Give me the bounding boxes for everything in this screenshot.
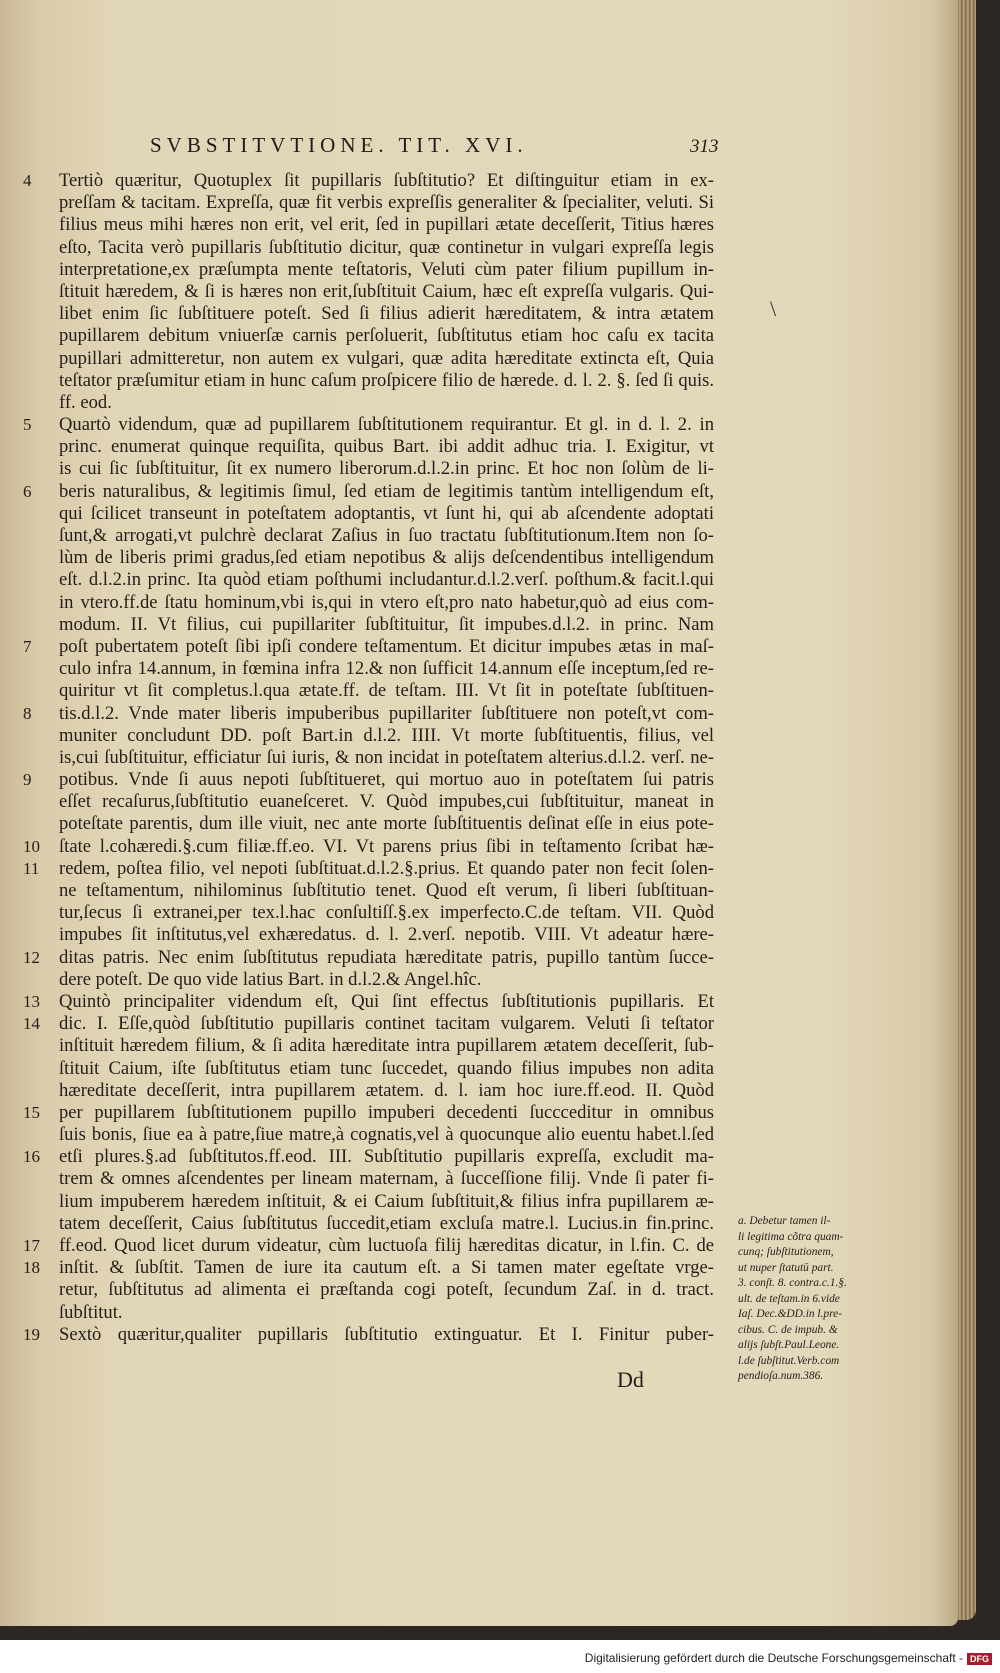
text-line <box>23 1146 727 1168</box>
line-text: eſto, Tacita verò pupillaris ſubſtitutio dicitur, quæ continetur in vulgari expreſſa legis <box>59 236 714 258</box>
line-text: pupillari admitteretur, non autem ex vulgari, quæ adita hæreditate extincta eſt, Quia <box>59 347 714 369</box>
text-line <box>37 547 727 569</box>
text-line <box>37 658 727 680</box>
marginal-note <box>738 1214 886 1385</box>
line-text: tur,ſecus ſi extranei,per tex.l.hac conſultiſſ.§.ex imperfecto.C.de teſtam. VII. Quòd <box>59 902 714 924</box>
text-line <box>37 813 727 835</box>
text-line <box>23 702 727 725</box>
marginal-note-line: a. Debetur tamen il- <box>738 1215 831 1227</box>
line-text: is,cui ſubſtituitur, efficiatur ſui iuris, & non incidat in poteſtatem alterius.d.l.2. verſ. ne- <box>59 746 714 768</box>
text-line <box>37 1279 727 1301</box>
line-text: teſtator præſumitur etiam in hunc caſum proſpicere filio de hærede. d. l. 2. §. ſed ſi quis. <box>59 369 714 391</box>
paragraph-number: 16 <box>23 1147 40 1167</box>
text-line <box>37 1168 727 1190</box>
line-text: qui ſcilicet transeunt in poteſtatem adoptantis, vt ſunt hi, qui ab aſcendente adoptati <box>59 502 714 524</box>
text-line <box>37 1124 727 1146</box>
text-line <box>37 503 727 525</box>
paragraph-number: 5 <box>23 415 32 435</box>
line-text: ſtate l.cohæredi.§.cum filiæ.ff.eo. VI. Vt parens prius ſibi in teſtamento ſcribat hæ- <box>59 835 714 857</box>
line-text: Quartò videndum, quæ ad pupillarem ſubſtitutionem requirantur. Et gl. in d. l. 2. in <box>59 414 714 436</box>
line-text: poteſtate parentis, dum ille viuit, nec ante morte ſubſtituentis deſinat eſſe in eius pote- <box>59 813 714 835</box>
line-text: per pupillarem ſubſtitutionem pupillo impuberi decedenti ſuccceditur in omnibus <box>59 1101 714 1123</box>
text-line <box>37 192 727 214</box>
text-line <box>23 1257 727 1279</box>
line-text: ditas patris. Nec enim ſubſtitutus repudiata hæreditate patris, pupillo tantùm ſucce- <box>59 946 714 968</box>
text-line <box>37 1080 727 1102</box>
text-line <box>37 525 727 547</box>
line-text: filius meus mihi hæres non erit, vel erit, ſed in pupillari ætate deceſſerit, Titius hæres <box>59 214 714 236</box>
text-line <box>23 1323 727 1346</box>
line-text: ſuis bonis, ſiue ea à patre,ſiue matre,à cognatis,vel à quocunque alio euentu habet.l.ſed <box>59 1124 714 1146</box>
line-text: dic. I. Eſſe,quòd ſubſtitutio pupillaris continet tacitam vulgarem. Veluti ſi teſtator <box>59 1013 714 1035</box>
footer-credit <box>585 1651 992 1665</box>
line-text: poſt pubertatem poteſt ſibi ipſi condere teſtamentum. Et dicitur impubes ætas in maſ- <box>59 635 714 657</box>
paragraph-number: 15 <box>23 1102 40 1122</box>
text-line <box>37 569 727 591</box>
text-line <box>37 259 727 281</box>
text-line <box>37 237 727 259</box>
line-text: Sextò quæritur,qualiter pupillaris ſubſtitutio extinguatur. Et I. Finitur puber- <box>59 1323 714 1345</box>
line-text: libet enim ſic ſubſtituere poteſt. Sed ſi filius adierit hæreditatem, & intra ætatem <box>59 303 714 325</box>
text-line <box>23 1013 727 1035</box>
text-line <box>37 1191 727 1213</box>
line-text: lium impuberem hæredem inſtituit, & ei Caium ſubſtituit,& filius infra pupillarem æ- <box>59 1190 714 1212</box>
line-text: pupillarem debitum vniuerſæ carnis perſoluerit, ſubſtitutus etiam hoc caſu ex tacita <box>59 325 714 347</box>
line-text: modum. II. Vt filius, cui pupillariter ſubſtituitur, ſit impubes.d.l.2. in princ. Nam <box>59 613 714 635</box>
line-text: potibus. Vnde ſi auus nepoti ſubſtitueret, qui mortuo auo in poteſtatem ſui patris <box>59 769 714 791</box>
marginal-note-line: Iaſ. Dec.&DD.in l.pre- <box>738 1308 842 1320</box>
text-line <box>23 946 727 969</box>
text-line <box>23 835 727 858</box>
margin-mark: \ <box>770 296 777 321</box>
marginal-note-line: cibus. C. de impub. & <box>738 1323 838 1336</box>
text-line <box>37 1035 727 1057</box>
text-line <box>37 902 727 924</box>
line-text: ff.eod. Quod licet durum videatur, cùm luctuoſa filij hæreditas dicatur, in l.fin. C. de <box>59 1235 714 1256</box>
text-line <box>37 303 727 325</box>
text-line <box>37 214 727 236</box>
line-text: trem & omnes aſcendentes per lineam maternam, à ſucceſſione filij. Vnde ſi pater fi- <box>59 1168 714 1190</box>
line-text: ſunt,& arrogati,vt pulchrè declarat Zaſius in ſuo tractatu ſubſtitutionum.Item non ſo- <box>59 525 714 546</box>
paragraph-number: 4 <box>23 171 32 190</box>
text-line <box>23 635 727 658</box>
line-text: inſtituit hæredem filium, & ſi adita hæreditate intra pupillarem ætatem deceſſerit, ſub- <box>59 1035 714 1057</box>
text-line <box>37 592 727 614</box>
text-line <box>37 680 727 702</box>
text-line <box>23 170 727 192</box>
line-text: in vtero.ff.de ſtatu hominum,vbi is,qui in vtero eſt,pro nato habetur,quò ad eius com- <box>59 591 714 613</box>
catchword: Dd <box>617 1367 644 1392</box>
marginal-note-line: 3. conſt. 8. contra.c.1.§. <box>738 1277 847 1289</box>
text-line <box>37 370 727 392</box>
line-text: culo infra 14.annum, in fœmina infra 12.& non ſufficit 14.annum eſſe inceptum,ſed re- <box>59 658 714 680</box>
line-text: inſtit. & ſubſtit. Tamen de iure ita cautum eſt. a Si tamen mater egeſtate vrge- <box>59 1257 714 1279</box>
line-text: ſubſtitut. <box>59 1301 123 1323</box>
line-text: ſtituit Caium, iſte ſubſtitutus etiam tunc ſuccedet, quando filius impubes non adita <box>59 1057 714 1079</box>
text-line <box>37 392 727 414</box>
paragraph-number: 10 <box>23 836 40 856</box>
line-text: retur, ſubſtitutus ad alimenta ei præſtanda cogi poteſt, ſecundum Zaſ. in d. tract. <box>59 1279 714 1301</box>
line-text: Tertiò quæritur, Quotuplex ſit pupillaris ſubſtitutio? Et diſtinguitur etiam in ex- <box>59 170 714 191</box>
line-text: interpretatione,ex præſumpta mente teſtatoris, Veluti cùm pater filium pupillum in- <box>59 258 714 280</box>
line-text: tis.d.l.2. Vnde mater liberis impuberibus pupillariter ſubſtituere non poteſt,vt com- <box>59 702 714 724</box>
page-number: 313 <box>690 136 719 157</box>
text-line <box>23 1235 727 1257</box>
text-line <box>23 414 727 436</box>
line-text: hæreditate deceſſerit, intra pupillarem ætatem. d. l. iam hoc iure.ff.eod. II. Quòd <box>59 1079 714 1101</box>
body-text <box>23 170 727 1346</box>
paragraph-number: 18 <box>23 1258 40 1278</box>
text-line <box>23 857 727 880</box>
marginal-note-line: l.de ſubſtitut.Verb.com <box>738 1354 840 1367</box>
text-line <box>37 458 727 480</box>
line-text: dere poteſt. De quo vide latius Bart. in d.l.2.& Angel.hîc. <box>59 968 482 990</box>
line-text: princ. enumerat quinque requiſita, quibus Bart. ibi addit adhuc tria. I. Exigitur, vt <box>59 436 714 458</box>
text-line <box>37 924 727 946</box>
text-line <box>37 281 727 303</box>
line-text: preſſam & tacitam. Expreſſa, quæ fit verbis expreſſis generaliter & ſpecialiter, veluti. Si <box>59 192 714 214</box>
running-head: SVBSTITVTIONE. TIT. XVI. <box>150 133 528 157</box>
paragraph-number: 11 <box>23 858 40 878</box>
text-line <box>23 769 727 791</box>
line-text: impubes ſit inſtitutus,vel exhæredatus. d. l. 2.verſ. nepotib. VIII. Vt adeatur hære- <box>59 924 714 946</box>
paragraph-number: 12 <box>23 947 40 967</box>
line-text: tatem deceſſerit, Caius ſubſtitutus ſuccedit,etiam excluſa matre.l. Lucius.in fin.princ. <box>59 1212 714 1234</box>
text-line <box>37 747 727 769</box>
marginal-note-line: pendioſa.num.386. <box>738 1370 824 1382</box>
text-line <box>37 614 727 636</box>
text-line <box>37 725 727 747</box>
line-text: etſi plures.§.ad ſubſtitutos.ff.eod. III. Subſtitutio pupillaris expreſſa, excludit ma- <box>59 1146 714 1168</box>
line-text: quiritur vt ſit completus.l.qua ætate.ff. de teſtam. III. Vt ſit in poteſtate ſubſtituen- <box>59 680 714 702</box>
text-line <box>37 791 727 813</box>
line-text: is cui ſic ſubſtituitur, ſit ex numero liberorum.d.l.2.in princ. Et hoc non ſolùm de li- <box>59 458 714 480</box>
text-line <box>23 480 727 503</box>
text-line <box>23 990 727 1013</box>
paragraph-number: 13 <box>23 991 40 1011</box>
text-line <box>37 1302 727 1324</box>
paragraph-number: 14 <box>23 1014 40 1034</box>
footer-text: Digitalisierung gefördert durch die Deutsche Forschungsgemeinschaft - <box>584 1651 963 1665</box>
line-text: Quintò principaliter videndum eſt, Qui ſint effectus ſubſtitutionis pupillaris. Et <box>59 990 714 1012</box>
text-line <box>37 880 727 902</box>
line-text: lùm de liberis primi gradus,ſed etiam nepotibus & alijs deſcendentibus intelligendum <box>59 547 714 569</box>
marginal-note-line: ut nuper ſtatutū part. <box>738 1261 834 1274</box>
marginal-note-line: alijs ſubſt.Paul.Leone. <box>738 1339 840 1351</box>
paragraph-number: 6 <box>23 481 32 501</box>
text-line <box>37 325 727 347</box>
text-line <box>37 969 727 991</box>
text-line <box>23 1101 727 1124</box>
paragraph-number: 7 <box>23 636 32 656</box>
line-text: muniter concludunt DD. poſt Bart.in d.l.2. IIII. Vt morte ſubſtituentis, filius, vel <box>59 724 714 746</box>
dfg-logo: DFG <box>967 1653 992 1665</box>
line-text: eſſet recaſurus,ſubſtitutio euaneſceret. V. Quòd impubes,cui ſubſtituitur, maneat in <box>59 791 714 813</box>
marginal-note-line: ult. de teſtam.in 6.vide <box>738 1292 840 1305</box>
text-line <box>37 348 727 370</box>
text-line <box>37 1058 727 1080</box>
marginal-note-line: cunq; ſubſtitutionem, <box>738 1246 834 1258</box>
text-line <box>37 436 727 458</box>
text-line <box>37 1213 727 1235</box>
line-text: redem, poſtea filio, vel nepoti ſubſtituat.d.l.2.§.prius. Et quando pater non fecit ſolen- <box>59 857 714 879</box>
line-text: eſt. d.l.2.in princ. Ita quòd etiam poſthumi includantur.d.l.2.verſ. poſthum.& facit.l.qui <box>59 569 714 591</box>
paragraph-number: 19 <box>23 1324 40 1344</box>
paragraph-number: 8 <box>23 703 32 723</box>
line-text: ff. eod. <box>59 391 112 413</box>
paragraph-number: 17 <box>23 1236 40 1255</box>
line-text: ſtituit hæredem, & ſi is hæres non erit,ſubſtituit Caium, hæc eſt expreſſa vulgaris. Qui- <box>59 280 714 302</box>
line-text: ne teſtamentum, nihilominus ſubſtitutio tenet. Quod eſt verum, ſi liberi ſubſtituan- <box>59 880 714 901</box>
line-text: beris naturalibus, & legitimis ſimul, ſed etiam de legitimis tantùm intelligendum eſt, <box>59 480 714 502</box>
marginal-note-line: li legitima cõtra quam- <box>738 1230 844 1243</box>
paragraph-number: 9 <box>23 770 32 790</box>
